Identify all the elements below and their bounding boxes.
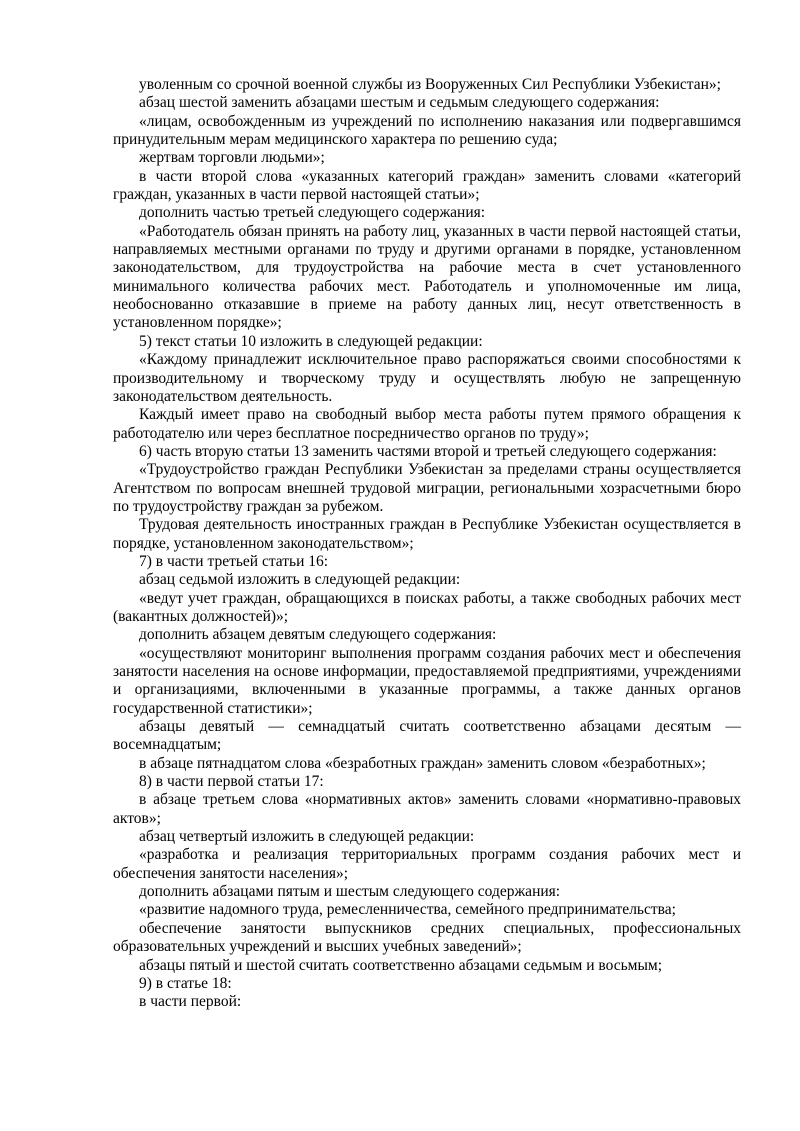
paragraph-14: 7) в части третьей статьи 16: [139, 552, 329, 570]
paragraph-16: «ведут учет граждан, обращающихся в поисках работы, а также свободных рабочих мест (вакантных должностей)»; [113, 589, 741, 625]
paragraph-8: 5) текст статьи 10 изложить в следующей редакции: [139, 332, 483, 350]
paragraph-6: дополнить частью третьей следующего содержания: [139, 204, 486, 222]
paragraph-10: Каждый имеет право на свободный выбор места работы путем прямого обращения к работодателю или через бесплатное посредничество органов по труду»; [113, 406, 741, 442]
paragraph-28: абзацы пятый и шестой считать соответственно абзацами седьмым и восьмым; [139, 956, 663, 974]
paragraph-22: в абзаце третьем слова «нормативных актов» заменить словами «нормативно-правовых актов»; [113, 791, 741, 827]
paragraph-21: 8) в части первой статьи 17: [139, 773, 324, 791]
paragraph-5: в части второй слова «указанных категорий граждан» заменить словами «категорий граждан, указанных в части первой настоящей статьи»; [113, 167, 741, 204]
paragraph-20: в абзаце пятнадцатом слова «безработных граждан» заменить словом «безработных»; [139, 754, 706, 772]
paragraph-19: абзацы девятый — семнадцатый считать соответственно абзацами десятым — восемнадцатым; [113, 718, 741, 754]
document-body [113, 76, 741, 1012]
paragraph-3: «лицам, освобожденным из учреждений по исполнению наказания или подвергавшимся принудительным мерам медицинского характера по решению суда; [113, 112, 741, 149]
paragraph-1: уволенным со срочной военной службы из Вооруженных Сил Республики Узбекистан»; [139, 76, 721, 93]
paragraph-27: обеспечение занятости выпускников средних специальных, профессиональных образовательных учреждений и высших учебных заведений»; [113, 919, 741, 956]
paragraph-12: «Трудоустройство граждан Республики Узбекистан за пределами страны осуществляется Агентством по вопросам внешней трудовой миграции, региональными хозрасчетными бюро по трудоустройству граждан за рубежом. [113, 461, 741, 515]
paragraph-23: абзац четвертый изложить в следующей редакции: [139, 828, 475, 846]
paragraph-17: дополнить абзацем девятым следующего содержания: [139, 626, 497, 644]
paragraph-2: абзац шестой заменить абзацами шестым и седьмым следующего содержания: [139, 94, 660, 112]
paragraph-26: «развитие надомного труда, ремесленничества, семейного предпринимательства; [139, 901, 676, 919]
paragraph-13: Трудовая деятельность иностранных граждан в Республике Узбекистан осуществляется в порядке, установленном законодательством»; [113, 516, 741, 552]
paragraph-25: дополнить абзацами пятым и шестым следующего содержания: [139, 883, 561, 901]
paragraph-18: «осуществляют мониторинг выполнения программ создания рабочих мест и обеспечения занятости населения на основе информации, предоставляемой предприятиями, учреждениями и организациями, включенными в указанные программы, а также данных органов государственной статистики»; [113, 644, 741, 717]
paragraph-15: абзац седьмой изложить в следующей редакции: [139, 571, 461, 589]
paragraph-7: «Работодатель обязан принять на работу лиц, указанных в части первой настоящей статьи, направляемых местными органами по труду и другими органами в порядке, установленном законодательством, для трудоустройства на рабочие места в счет установленного минимального количества рабочих мест. Работодатель и уполномоченные им лица, необоснованно отказавшие в приеме на работу данных лиц, несут ответственность в установленном порядке»; [113, 222, 741, 332]
paragraph-4: жертвам торговли людьми»; [139, 149, 325, 167]
paragraph-9: «Каждому принадлежит исключительное право распоряжаться своими способностями к производительному и творческому труду и осуществлять любую не запрещенную законодательством деятельность. [113, 351, 741, 405]
paragraph-30: в части первой: [139, 993, 242, 1011]
paragraph-29: 9) в статье 18: [139, 974, 232, 992]
paragraph-11: 6) часть вторую статьи 13 заменить частями второй и третьей следующего содержания: [139, 442, 717, 460]
paragraph-24: «разработка и реализация территориальных программ создания рабочих мест и обеспечения занятости населения»; [113, 846, 741, 882]
